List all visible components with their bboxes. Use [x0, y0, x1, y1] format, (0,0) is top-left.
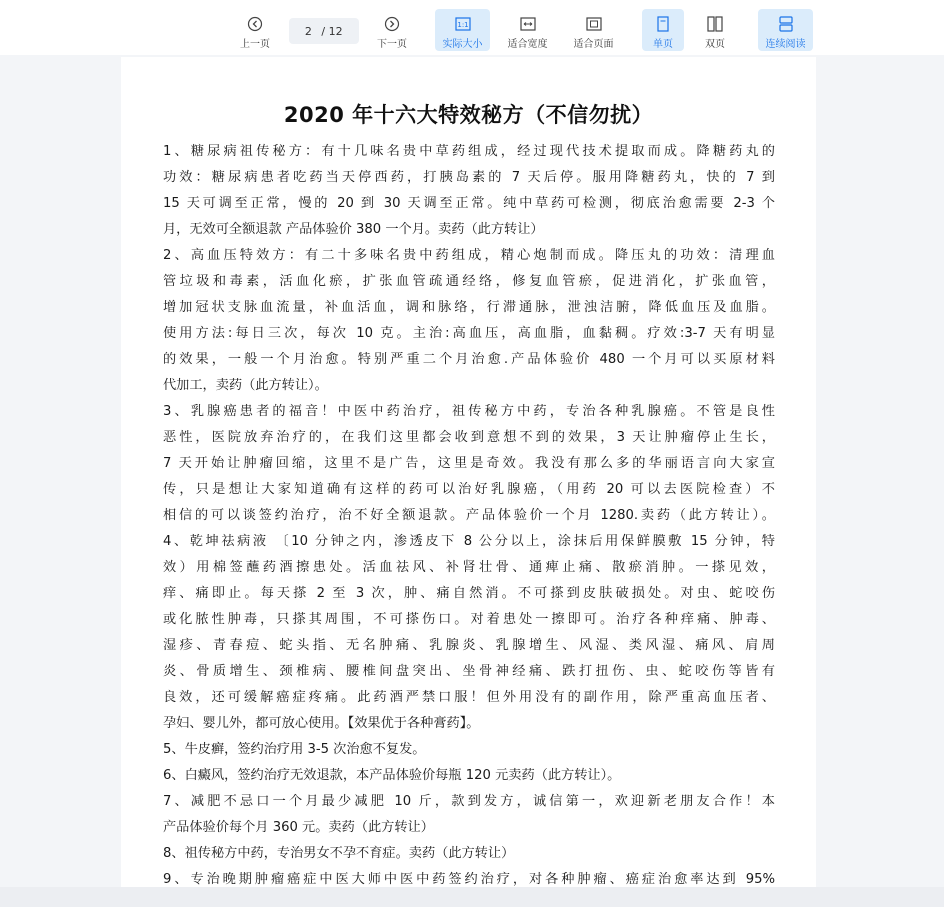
document-text-line: 湿疹、青春痘、蛇头指、无名肿痛、乳腺炎、乳腺增生、风湿、类风湿、痛风、肩周	[163, 638, 775, 653]
fit-width-label: 适合宽度	[507, 39, 548, 50]
double-page-icon	[706, 15, 724, 33]
actual-size-label: 实际大小	[442, 39, 483, 50]
document-text-line: 恶性，医院放弃治疗的，在我们这里都会收到意想不到的效果，3 天让肿瘤停止生长，	[163, 430, 775, 445]
fit-width-icon	[519, 15, 537, 33]
document-text-line: 或化脓性肿毒，只搽其周围，不可搽伤口。对着患处一擦即可。治疗各种痒痛、肿毒、	[163, 612, 775, 627]
double-page-label: 双页	[705, 39, 725, 50]
document-text-line: 痒、痛即止。每天搽 2 至 3 次，肿、痛自然消。不可搽到皮肤破损处。对虫、蛇咬伤	[163, 586, 775, 601]
page-total: / 12	[321, 24, 343, 38]
toolbar	[0, 0, 944, 55]
document-text-line: 4、乾坤祛病液 〔10 分钟之内，渗透皮下 8 公分以上，涂抹后用保鲜膜敷 15 分钟，特	[163, 534, 775, 549]
document-text-line: 的效果，一般一个月治愈。特别严重二个月治愈.产品体验价 480 一个月可以买原材料	[163, 352, 775, 367]
document-text-line: 7、减肥不忌口一个月最少减肥 10 斤，款到发方，诚信第一，欢迎新老朋友合作！本	[163, 794, 775, 809]
document-page	[121, 57, 816, 887]
document-text-line: 3、乳腺癌患者的福音！中医中药治疗，祖传秘方中药，专治各种乳腺癌。不管是良性	[163, 404, 775, 419]
document-text-line: 7 天开始让肿瘤回缩，这里不是广告，这里是奇效。我没有那么多的华丽语言向大家宣	[163, 456, 775, 471]
next-page-label: 下一页	[377, 39, 407, 50]
continuous-read-button[interactable]	[758, 9, 813, 51]
document-text-line: 孕妇、婴儿外，都可放心使用。【效果优于各种膏药】。	[163, 716, 480, 731]
document-text-line: 代加工，卖药（此方转让）。	[163, 378, 328, 393]
continuous-read-label: 连续阅读	[765, 39, 806, 50]
actual-size-button[interactable]	[435, 9, 490, 51]
fit-page-button[interactable]	[566, 9, 621, 51]
page-indicator	[289, 18, 359, 44]
document-text-line: 15 天可调至正常，慢的 20 到 30 天调至正常。纯中草药可检测，彻底治愈需要 2-3 个	[163, 196, 775, 211]
single-page-button[interactable]	[642, 9, 684, 51]
document-text-line: 8、祖传秘方中药，专治男女不孕不育症。卖药（此方转让）	[163, 846, 515, 861]
document-text-line: 炎、骨质增生、颈椎病、腰椎间盘突出、坐骨神经痛、跌打扭伤、虫、蛇咬伤等皆有	[163, 664, 775, 679]
svg-text:1:1: 1:1	[456, 21, 469, 29]
arrow-right-circle-icon	[383, 15, 401, 33]
continuous-read-icon	[777, 15, 795, 33]
document-text-line: 1、糖尿病祖传秘方：有十几味名贵中草药组成，经过现代技术提取而成。降糖药丸的	[163, 144, 775, 159]
document-text-line: 效）用棉签蘸药酒擦患处。活血祛风、补肾壮骨、通痺止痛、散瘀消肿。一搽见效，	[163, 560, 775, 575]
actual-size-icon	[454, 15, 472, 33]
document-text-line: 增加冠状支脉血流量，补血活血，调和脉络，行滞通脉，泄浊洁腑，降低血压及血脂。	[163, 300, 775, 315]
page-number-input[interactable]	[301, 25, 315, 38]
fit-page-label: 适合页面	[573, 39, 614, 50]
double-page-button[interactable]	[694, 9, 736, 51]
document-text-line: 使用方法:每日三次，每次 10 克。主治:高血压，高血脂，血黏稠。疗效:3-7 天有明显	[163, 326, 775, 341]
prev-page-label: 上一页	[240, 39, 270, 50]
bottom-bar	[0, 887, 944, 907]
document-title: 2020 年十六大特效秘方（不信勿扰）	[283, 103, 654, 127]
document-body	[163, 139, 775, 887]
document-text-line: 5、牛皮癣，签约治疗用 3-5 次治愈不复发。	[163, 742, 426, 757]
document-text-line: 功效：糖尿病患者吃药当天停西药，打胰岛素的 7 天后停。服用降糖药丸，快的 7 到	[163, 170, 775, 185]
arrow-left-circle-icon	[246, 15, 264, 33]
document-text-line: 月，无效可全额退款 产品体验价 380 一个月。卖药（此方转让）	[163, 222, 544, 237]
prev-page-button[interactable]	[232, 9, 278, 51]
document-text-line: 良效，还可缓解癌症疼痛。此药酒严禁口服！但外用没有的副作用，除严重高血压者、	[163, 690, 775, 705]
document-text-line: 管垃圾和毒素，活血化瘀，扩张血管疏通经络，修复血管瘀，促进消化，扩张血管，	[163, 274, 775, 289]
document-text-line: 产品体验价每个月 360 元。卖药（此方转让）	[163, 820, 434, 835]
document-text-line: 6、白癜风，签约治疗无效退款，本产品体验价每瓶 120 元卖药（此方转让）。	[163, 768, 621, 783]
document-text-line: 2、高血压特效方：有二十多味名贵中药组成，精心炮制而成。降压丸的功效：清理血	[163, 248, 775, 263]
document-text-line: 9、专治晚期肿瘤癌症中医大师中医中药签约治疗，对各种肿瘤、癌症治愈率达到 95%	[163, 872, 775, 887]
fit-width-button[interactable]	[500, 9, 555, 51]
fit-page-icon	[585, 15, 603, 33]
document-text-line: 传，只是想让大家知道确有这样的药可以治好乳腺癌，（用药 20 可以去医院检查）不	[163, 482, 775, 497]
single-page-icon	[654, 15, 672, 33]
next-page-button[interactable]	[369, 9, 415, 51]
single-page-label: 单页	[653, 39, 673, 50]
document-text-line: 相信的可以谈签约治疗，治不好全额退款。产品体验价一个月 1280.卖药（此方转让）。	[163, 508, 775, 523]
